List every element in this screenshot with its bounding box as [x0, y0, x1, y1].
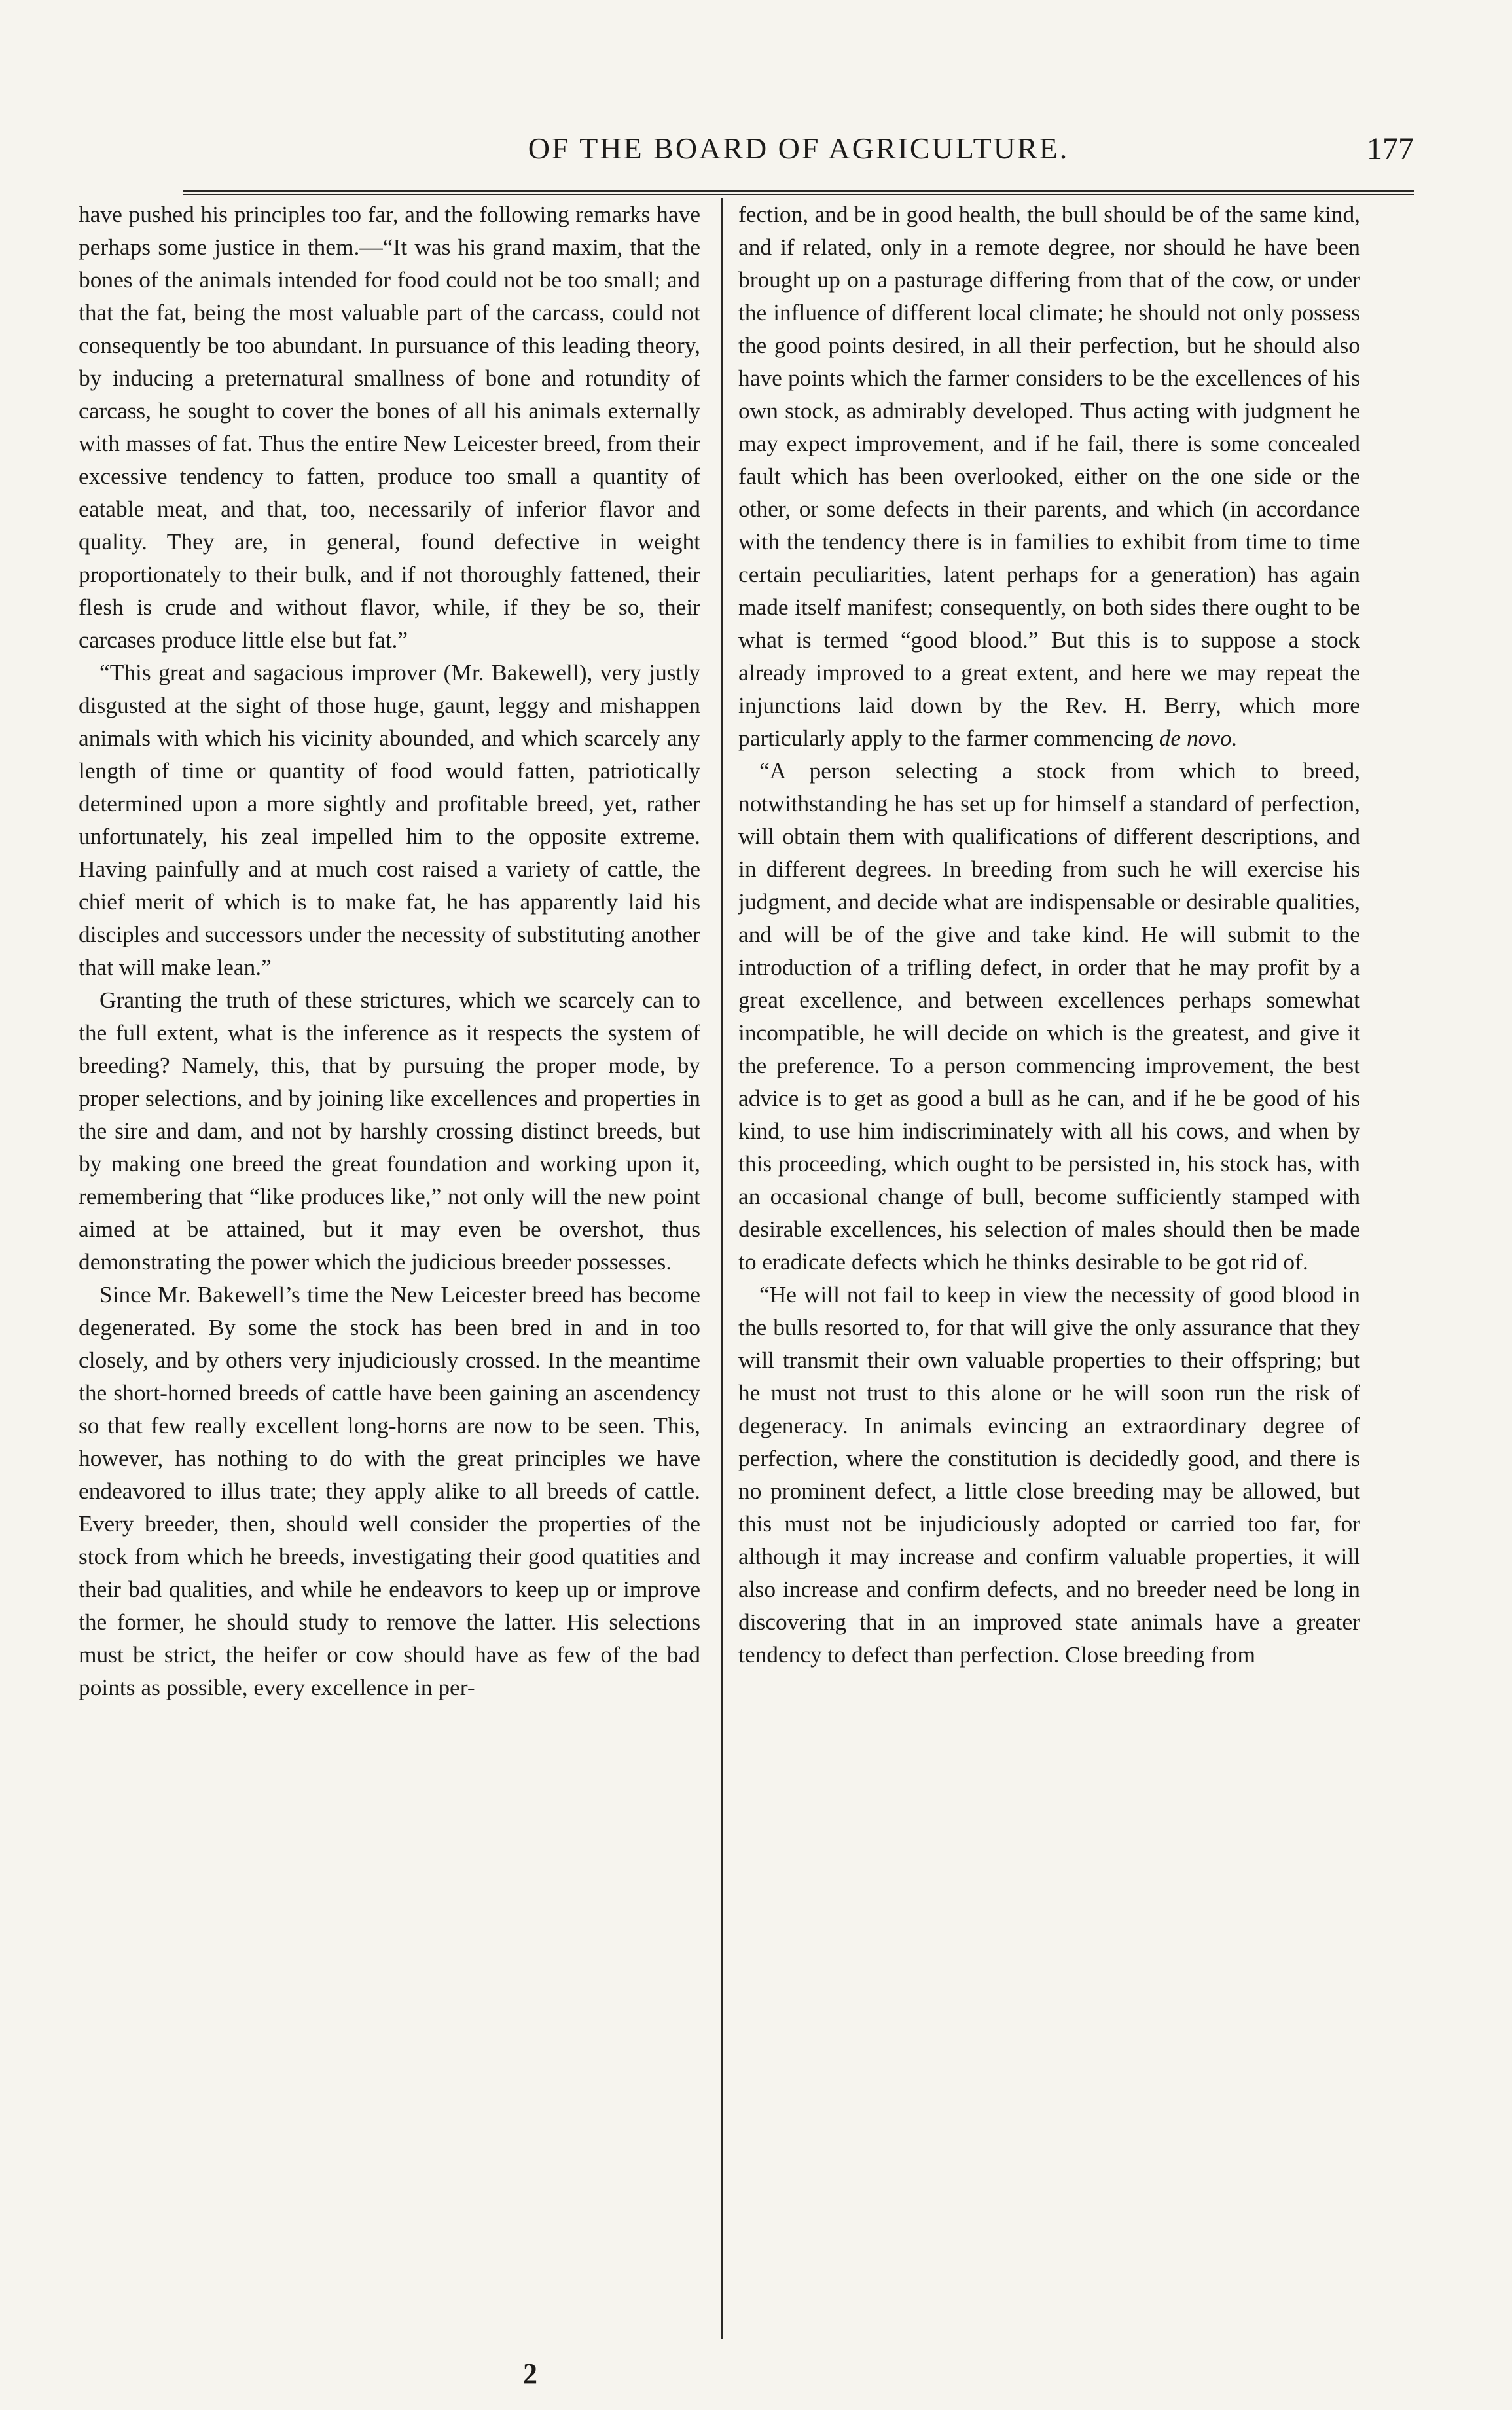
- right-column: [738, 198, 1360, 2352]
- page-header: [183, 131, 1414, 177]
- left-paragraph-4: Since Mr. Bakewell’s time the New Leicester breed has become degenerated. By some the stock has been bred in and in too closely, and by others very injudiciously crossed. In the meantime the short-horned breeds of cattle have been gaining an ascendency so that few really excellent long-horns are now to be seen. This, however, has nothing to do with the great principles we have endeavored to illus trate; they apply alike to all breeds of cattle. Every breeder, then, should well consider the properties of the stock from which he breeds, investigating their good quatities and their bad qualities, and while he endeavors to keep up or improve the former, he should study to remove the latter. His selections must be strict, the heifer or cow should have as few of the bad points as possible, every excellence in per-: [79, 1281, 700, 1700]
- right-paragraph-1-text: fection, and be in good health, the bull should be of the same kind, and if related, only in a remote degree, nor should he have been brought up on a pasturage differing from that of the cow, or under the influence of different local climate; he should not only possess the good points desired, in all their perfection, but he should also have points which the farmer considers to be the excellences of his own stock, as admirably developed. Thus acting with judgment he may expect improvement, and if he fail, there is some concealed fault which has been overlooked, either on the one side or the other, or some defects in their parents, and which (in accordance with the tendency there is in families to exhibit from time to time certain peculiarities, latent perhaps for a generation) has again made itself manifest; consequently, on both sides there ought to be what is termed “good blood.” But this is to suppose a stock already improved to a great extent, and here we may repeat the injunctions laid down by the Rev. H. Berry, which more particularly apply to the farmer commencing: [738, 201, 1360, 751]
- page-number: 177: [1367, 132, 1414, 166]
- signature-mark: 2: [523, 2358, 537, 2390]
- right-paragraph-1-italic: de novo.: [1159, 725, 1238, 751]
- running-title: OF THE BOARD OF AGRICULTURE.: [528, 132, 1070, 165]
- right-paragraph-1: [738, 198, 1360, 754]
- right-paragraph-2: “A person selecting a stock from which to breed, notwithstanding he has set up for himself a standard of perfection, will obtain them with qualifications of different descriptions, and in different degrees. In breeding from such he will exercise his judgment, and decide what are indispensable or desirable qualities, and will be of the give and take kind. He will submit to the introduction of a trifling defect, in order that he may profit by a great excellence, and between excellences perhaps somewhat incompatible, he will decide on which is the greatest, and give it the preference. To a person commencing improvement, the best advice is to get as good a bull as he can, and if he be good of his kind, to use him indiscriminately with all his cows, and when by this proceeding, which ought to be persisted in, his stock has, with an occasional change of bull, become sufficiently stamped with desirable excellences, his selection of males should then be made to eradicate defects which he thinks desirable to be got rid of.: [738, 758, 1360, 1275]
- column-divider: [721, 198, 723, 2339]
- header-rule: [183, 190, 1414, 195]
- left-column: [79, 198, 700, 2352]
- left-paragraph-2: “This great and sagacious improver (Mr. Bakewell), very justly disgusted at the sight of those huge, gaunt, leggy and mishappen animals with which his vicinity abounded, and which scarcely any length of time or quantity of food would fatten, patriotically determined upon a more sightly and profitable breed, yet, rather unfortunately, his zeal impelled him to the opposite extreme. Having painfully and at much cost raised a variety of cattle, the chief merit of which is to make fat, he has apparently laid his disciples and successors under the necessity of substituting another that will make lean.”: [79, 659, 700, 980]
- right-paragraph-3: “He will not fail to keep in view the necessity of good blood in the bulls resorted to, for that will give the only assurance that they will transmit their own valuable properties to their offspring; but he must not trust to this alone or he will soon run the risk of degeneracy. In animals evincing an extraordinary degree of perfection, where the constitution is decidedly good, and there is no prominent defect, a little close breeding may be allowed, but this must not be injudiciously adopted or carried too far, for although it may increase and confirm valuable properties, it will also increase and confirm defects, and no breeder need be long in discovering that in an improved state animals have a greater tendency to defect than perfection. Close breeding from: [738, 1281, 1360, 1668]
- left-paragraph-1: have pushed his principles too far, and the following remarks have perhaps some justice in them.—“It was his grand maxim, that the bones of the animals intended for food could not be too small; and that the fat, being the most valuable part of the carcass, could not consequently be too abundant. In pursuance of this leading theory, by inducing a preternatural smallness of bone and rotundity of carcass, he sought to cover the bones of all his animals externally with masses of fat. Thus the entire New Leicester breed, from their excessive tendency to fatten, produce too small a quantity of eatable meat, and that, too, necessarily of inferior flavor and quality. They are, in general, found defective in weight proportionately to their bulk, and if not thoroughly fattened, their flesh is crude and without flavor, while, if they be so, their carcases produce little else but fat.”: [79, 201, 700, 653]
- left-paragraph-3: Granting the truth of these strictures, which we scarcely can to the full extent, what is the inference as it respects the system of breeding? Namely, this, that by pursuing the proper mode, by proper selections, and by joining like excellences and properties in the sire and dam, and not by harshly crossing distinct breeds, but by making one breed the great foundation and working upon it, remembering that “like produces like,” not only will the new point aimed at be attained, but it may even be overshot, thus demonstrating the power which the judicious breeder possesses.: [79, 987, 700, 1275]
